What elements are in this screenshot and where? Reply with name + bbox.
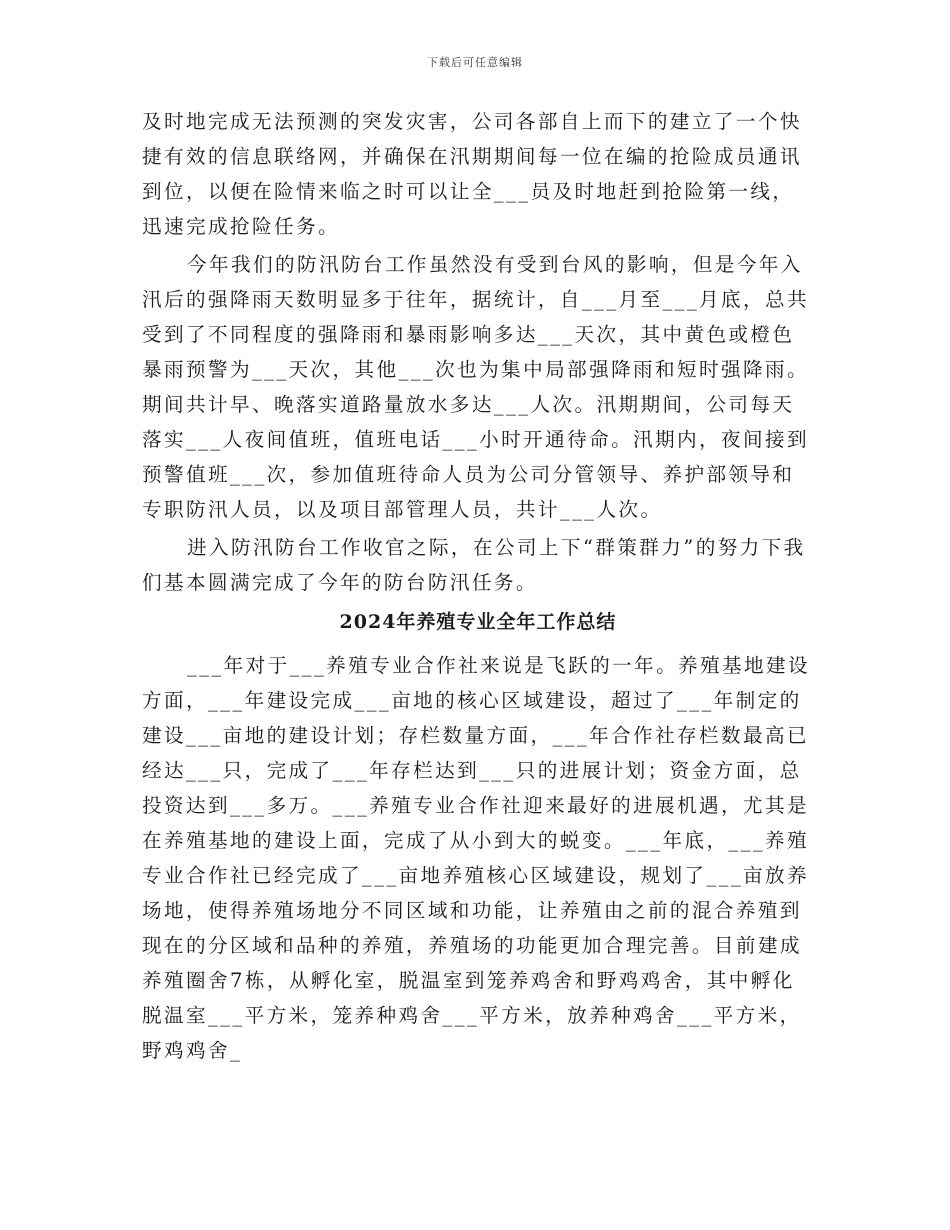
paragraph-4: ___年对于___养殖专业合作社来说是飞跃的一年。养殖基地建设方面，___年建设完成___亩地的核心区域建设，超过了___年制定的建设___亩地的建设计划；存栏数量方面，___年合作社存栏数最高已经达___只，完成了___年存栏达到___只的进展计划；资金方面，总投资达到___多万。___养殖专业合作社迎来最好的进展机遇，尤其是在养殖基地的建设上面，完成了从小到大的蜕变。___年底，___养殖专业合作社已经完成了___亩地养殖核心区域建设，规划了___亩放养场地，使得养殖场地分不同区域和功能，让养殖由之前的混合养殖到现在的分区域和品种的养殖，养殖场的功能更加合理完善。目前建成养殖圈舍7栋，从孵化室，脱温室到笼养鸡舍和野鸡鸡舍，其中孵化脱温室___平方米，笼养种鸡舍___平方米，放养种鸡舍___平方米，野鸡鸡舍_ [142,654,811,1062]
paragraph-1: 及时地完成无法预测的突发灾害，公司各部自上而下的建立了一个快捷有效的信息联络网，并确保在汛期期间每一位在编的抢险成员通讯到位，以便在险情来临之时可以让全___员及时地赶到抢险第一线，迅速完成抢险任务。 [142,110,802,238]
paragraph-2: 今年我们的防汛防台工作虽然没有受到台风的影响，但是今年入汛后的强降雨天数明显多于往年，据统计，自___月至___月底，总共受到了不同程度的强降雨和暴雨影响多达___天次，其中黄色或橙色暴雨预警为___天次，其他___次也为集中局部强降雨和短时强降雨。期间共计早、晚落实道路量放水多达___人次。汛期期间，公司每天落实___人夜间值班，值班电话___小时开通待命。汛期内，夜间接到预警值班___次，参加值班待命人员为公司分管领导、养护部领导和专职防汛人员，以及项目部管理人员，共计___人次。 [142,253,810,521]
paragraph-3: 进入防汛防台工作收官之际，在公司上下“群策群力”的努力下我们基本圆满完成了今年的防台防汛任务。 [142,536,806,594]
page-header: 下载后可任意编辑 [427,56,523,69]
document-body [142,104,814,1071]
section-title: 2024年养殖专业全年工作总结 [339,611,617,633]
